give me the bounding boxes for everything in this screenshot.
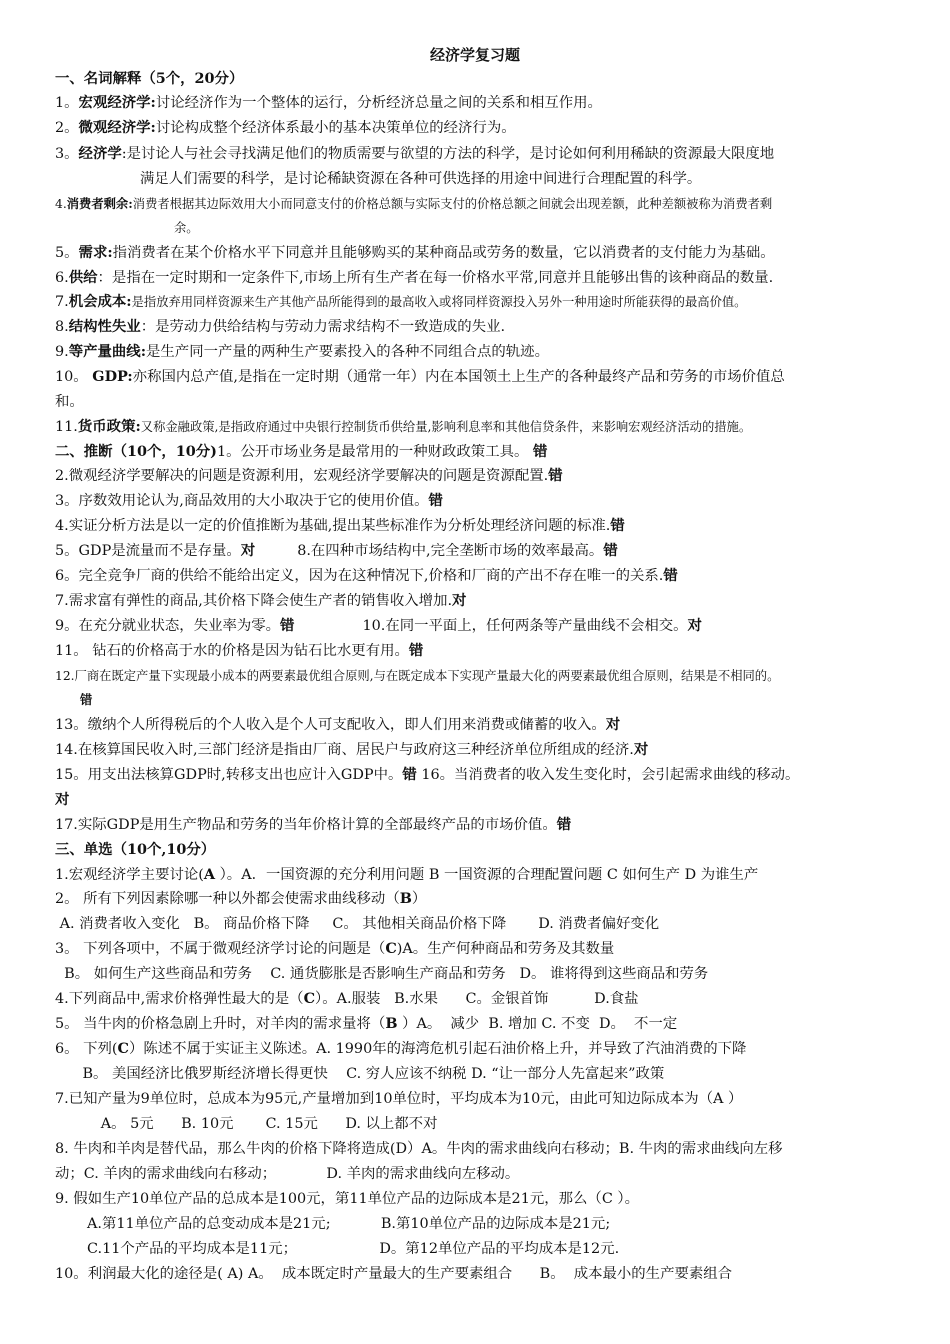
question xyxy=(55,1039,915,1059)
definition-item xyxy=(55,292,915,312)
definition: 是生产同一产量的两种生产要素投入的各种不同组合点的轨迹。 xyxy=(146,344,549,360)
item-number: 1。 xyxy=(55,95,79,111)
answer: 对 xyxy=(452,592,467,609)
answer: B xyxy=(385,1015,398,1032)
answer: 错 xyxy=(402,766,417,783)
definition: 是指放弃用同样资源来生产其他产品所能得到的最高收入或将同样资源投入另外一种用途时所能获得的最高价值。 xyxy=(131,295,747,309)
definition: 又称金融政策,是指政府通过中央银行控制货币供给量,影响利息率和其他信贷条件，来影响宏观经济活动的措施。 xyxy=(140,420,752,434)
question-text: 2。 所有下列因素除哪一种以外都会使需求曲线移动（ xyxy=(55,891,400,907)
question-options: A.第11单位产品的总变动成本是21元; B.第10单位产品的边际成本是21元; xyxy=(55,1216,611,1232)
term: 需求: xyxy=(78,244,113,261)
item-number: 3。 xyxy=(55,146,79,162)
judgement-line xyxy=(55,442,915,462)
definition: 亦称国内总产值,是指在一定时期（通常一年）内在本国领土上生产的各种最终产品和劳务的市场价值总 xyxy=(132,369,785,385)
statement: 15。用支出法核算GDP时,转移支出也应计入GDP中。 xyxy=(55,767,403,783)
term: 微观经济学: xyxy=(78,119,156,136)
question xyxy=(55,889,915,909)
section-1-heading: 一、名词解释（5个，20分） xyxy=(55,70,244,87)
question-text: 6。 下列( xyxy=(55,1041,118,1057)
question-options: ）A。 减少 B. 增加 C. 不变 D。 不一定 xyxy=(397,1016,678,1032)
statement: 7.需求富有弹性的商品,其价格下降会使生产者的销售收入增加. xyxy=(55,593,453,609)
answer: C xyxy=(303,990,316,1007)
question-options: B。 如何生产这些商品和劳务 C. 通货膨胀是否影响生产商品和劳务 D。 谁将得到这些商品和劳务 xyxy=(55,966,709,982)
section-2-heading: 二、推断（10个，10分) xyxy=(55,443,217,460)
term: 消费者剩余: xyxy=(66,196,133,211)
answer: 错 xyxy=(663,567,678,584)
definition: :是讨论人与社会寻找满足他们的物质需要与欲望的方法的科学，是讨论如何利用稀缺的资源最大限度地 xyxy=(121,146,775,162)
term: GDP: xyxy=(92,368,133,385)
item-number: 4. xyxy=(55,197,67,211)
definition-item xyxy=(55,118,915,138)
statement: 11。 钻石的价格高于水的价格是因为钻石比水更有用。 xyxy=(55,643,409,659)
question-options: A。 5元 B. 10元 C. 15元 D. 以上都不对 xyxy=(55,1116,438,1132)
answer: 对 xyxy=(633,741,649,758)
judgement-line xyxy=(55,740,915,760)
question-options: ）。A．一国资源的充分利用问题 B 一国资源的合理配置问题 C 如何生产 D 为谁生产 xyxy=(215,867,759,883)
question: 10。利润最大化的途径是( A) A。 成本既定时产量最大的生产要素组合 B。 成本最小的生产要素组合 xyxy=(55,1266,733,1282)
term: 供给 xyxy=(68,269,98,286)
answer: 对 xyxy=(605,716,621,733)
item-number: 11. xyxy=(55,419,78,435)
statement: 10.在同一平面上，任何两条等产量曲线不会相交。 xyxy=(362,618,688,634)
answer: 错 xyxy=(80,692,93,707)
question-options: ）陈述不属于实证主义陈述。A. 1990年的海湾危机引起石油价格上升，并导致了汽油消费的下降 xyxy=(129,1041,747,1057)
statement: 6。完全竞争厂商的供给不能给出定义，因为在这种情况下,价格和厂商的产出不存在唯一的关系. xyxy=(55,568,664,584)
answer: 对 xyxy=(687,617,702,634)
judgement-line xyxy=(55,491,915,511)
judgement-line xyxy=(55,641,915,661)
definition: ：是指在一定时期和一定条件下,市场上所有生产者在每一价格水平常,同意并且能够出售的该种商品的数量. xyxy=(97,270,774,286)
item-number: 6. xyxy=(55,270,69,286)
judgement-line xyxy=(55,541,915,561)
judgement-line xyxy=(55,666,915,686)
item-number: 9. xyxy=(55,344,69,360)
question: 8. 牛肉和羊肉是替代品，那么牛肉的价格下降将造成(D）A。牛肉的需求曲线向右移动；B. 牛肉的需求曲线向左移 xyxy=(55,1141,783,1157)
term: 机会成本: xyxy=(68,293,132,310)
question: 9. 假如生产10单位产品的总成本是100元，第11单位产品的边际成本是21元，那么（C ）。 xyxy=(55,1191,639,1207)
definition-item xyxy=(55,268,915,288)
item-number: 2。 xyxy=(55,120,79,136)
question xyxy=(55,989,915,1009)
question-options: C.11个产品的平均成本是11元； D。第12单位产品的平均成本是12元. xyxy=(55,1241,620,1257)
answer: B xyxy=(399,890,412,907)
judgement-line xyxy=(55,591,915,611)
question-options: ）。A.服装 B.水果 C。金银首饰 D.食盐 xyxy=(315,991,639,1007)
term: 等产量曲线: xyxy=(68,343,147,360)
answer: 错 xyxy=(532,443,548,460)
statement: 2.微观经济学要解决的问题是资源利用，宏观经济学要解决的问题是资源配置. xyxy=(55,468,549,484)
definition-item xyxy=(55,317,915,337)
judgement-line xyxy=(55,516,915,536)
judgement-line xyxy=(55,466,915,486)
section-3-heading: 三、单选（10个,10分） xyxy=(55,841,216,858)
statement: 3。序数效用论认为,商品效用的大小取决于它的使用价值。 xyxy=(55,493,429,509)
term: 经济学 xyxy=(78,145,122,162)
answer: 对 xyxy=(240,542,256,559)
answer: 对 xyxy=(55,791,70,808)
question-text: 4.下列商品中,需求价格弹性最大的是（ xyxy=(55,991,304,1007)
statement: 14.在核算国民收入时,三部门经济是指由厂商、居民户与政府这三种经济单位所组成的经济. xyxy=(55,742,634,758)
answer: 错 xyxy=(548,467,563,484)
answer: 错 xyxy=(610,517,625,534)
question xyxy=(55,865,915,885)
definition-continuation: 和。 xyxy=(55,394,84,410)
answer: C xyxy=(117,1040,129,1057)
definition: 讨论构成整个经济体系最小的基本决策单位的经济行为。 xyxy=(155,120,516,136)
statement: 13。缴纳个人所得税后的个人收入是个人可支配收入，即人们用来消费或储蓄的收入。 xyxy=(55,717,606,733)
definition: 讨论经济作为一个整体的运行，分析经济总量之间的关系和相互作用。 xyxy=(155,95,602,111)
document-title: 经济学复习题 xyxy=(429,46,520,64)
statement: 16。当消费者的收入发生变化时，会引起需求曲线的移动。 xyxy=(416,767,800,783)
answer: 错 xyxy=(280,617,295,634)
question-text: ） xyxy=(411,891,427,907)
answer: A xyxy=(203,866,216,883)
definition-item xyxy=(55,144,915,164)
question-options: 动；C. 羊肉的需求曲线向右移动； D. 羊肉的需求曲线向左移动。 xyxy=(55,1166,520,1182)
item-number: 5。 xyxy=(55,245,79,261)
question-options: A. 消费者收入变化 B。 商品价格下降 C。 其他相关商品价格下降 D. 消费者偏好变化 xyxy=(55,916,660,932)
question-text: 3。 下列各项中，不属于微观经济学讨论的问题是（ xyxy=(55,941,386,957)
term: 结构性失业 xyxy=(68,318,141,335)
definition-item xyxy=(55,243,915,263)
question-options: )A。生产何种商品和劳务及其数量 xyxy=(396,941,615,957)
statement: 9。在充分就业状态，失业率为零。 xyxy=(55,618,281,634)
term: 货币政策: xyxy=(77,418,141,435)
statement: 8.在四种市场结构中,完全垄断市场的效率最高。 xyxy=(297,543,604,559)
answer: 错 xyxy=(556,816,572,833)
question-options: B。 美国经济比俄罗斯经济增长得更快 C. 穷人应该不纳税 D. “让一部分人先富起来”政策 xyxy=(55,1066,665,1082)
item-number: 10。 xyxy=(55,369,93,385)
judgement-line xyxy=(55,765,915,785)
definition: ：是劳动力供给结构与劳动力需求结构不一致造成的失业. xyxy=(140,319,506,335)
question xyxy=(55,939,915,959)
item-number: 8. xyxy=(55,319,69,335)
statement: 12.厂商在既定产量下实现最小成本的两要素最优组合原则,与在既定成本下实现产量最大化的两要素最优组合原则，结果是不相同的。 xyxy=(55,669,780,683)
answer: 错 xyxy=(603,542,618,559)
judgement-line xyxy=(55,815,915,835)
answer: 错 xyxy=(408,642,424,659)
judgement-line xyxy=(55,566,915,586)
definition-continuation: 余。 xyxy=(174,221,199,235)
question xyxy=(55,1014,915,1034)
definition: 指消费者在某个价格水平下同意并且能够购买的某种商品或劳务的数量，它以消费者的支付能力为基础。 xyxy=(112,245,775,261)
statement: 4.实证分析方法是以一定的价值推断为基础,提出某些标准作为分析处理经济问题的标准. xyxy=(55,518,611,534)
question-text: 5。 当牛肉的价格急剧上升时，对羊肉的需求量将（ xyxy=(55,1016,386,1032)
statement: 1。公开市场业务是最常用的一种财政政策工具。 xyxy=(217,444,533,460)
definition: 消费者根据其边际效用大小而同意支付的价格总额与实际支付的价格总额之间就会出现差额，此种差额被称为消费者剩 xyxy=(132,197,773,211)
answer: C xyxy=(385,940,397,957)
definition-item xyxy=(55,93,915,113)
term: 宏观经济学: xyxy=(78,94,156,111)
statement: 17.实际GDP是用生产物品和劳务的当年价格计算的全部最终产品的市场价值。 xyxy=(55,817,557,833)
definition-item xyxy=(55,367,915,387)
item-number: 7. xyxy=(55,294,69,310)
question: 7.已知产量为9单位时，总成本为95元,产量增加到10单位时，平均成本为10元，由此可知边际成本为（A ） xyxy=(55,1091,743,1107)
definition-continuation: 满足人们需要的科学，是讨论稀缺资源在各种可供选择的用途中间进行合理配置的科学。 xyxy=(140,171,702,187)
definition-item xyxy=(55,342,915,362)
definition-item xyxy=(55,417,915,437)
question-text: 1.宏观经济学主要讨论( xyxy=(55,867,204,883)
statement: 5。GDP是流量而不是存量。 xyxy=(55,543,241,559)
judgement-line xyxy=(55,616,915,636)
judgement-line xyxy=(55,715,915,735)
definition-item xyxy=(55,194,915,214)
answer: 错 xyxy=(428,492,443,509)
